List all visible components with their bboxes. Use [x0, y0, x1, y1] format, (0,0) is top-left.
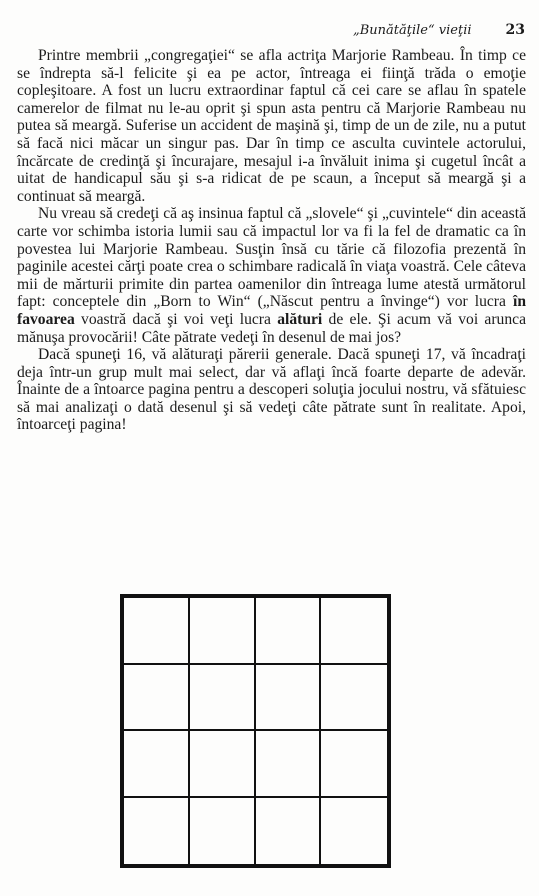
grid-cell — [321, 665, 387, 732]
grid-cell — [124, 665, 190, 732]
squares-puzzle-figure — [120, 594, 391, 868]
paragraph-marjorie-rambeau: Printre membrii „congregaţiei“ se afla actriţa Marjorie Rambeau. În timp ce se îndrepta să-l felicite şi ea pe actor, întreaga ei fiinţă trăda o emoţie copleşitoare. A fost un lucru extraordinar faptul că cei care se aflau în spatele camerelor de filmat nu le-au oprit şi spun asta pentru că Marjorie Rambeau nu putea să meargă. Suferise un accident de maşină şi, timp de un de zile, nu a putut să facă nici măcar un singur pas. Dar în timp ce asculta cuvintele actorului, încărcate de credinţă şi încurajare, mesajul i-a învăluit inima şi cugetul încât a uitat de handicapul său şi s-a ridicat de pe scaun, a început să meargă şi a continuat să meargă. — [17, 47, 526, 205]
running-title: „Bunătăţile“ vieţii — [353, 23, 472, 38]
grid-cell — [256, 665, 322, 732]
grid-cell — [190, 731, 256, 798]
paragraph-squares-answer: Dacă spuneţi 16, vă alăturaţi părerii generale. Dacă spuneţi 17, vă încadraţi deja într-un grup mult mai select, dar vă aflaţi încă foarte departe de adevăr. Înainte de a întoarce pagina pentru a descoperi soluţia jocului nostru, vă sfătuiesc să mai analizaţi o dată desenul şi să vedeţi câte pătrate sunt în realitate. Apoi, întoarceţi pagina! — [17, 346, 526, 434]
paragraph-challenge-text-3: de ele. Şi acum vă voi arunca mănuşa provocării! Câte pătrate vedeţi în desenul de mai jos? — [17, 310, 526, 346]
emphasis-alaturi: alături — [277, 310, 323, 328]
grid-cell — [190, 665, 256, 732]
page-number: 23 — [505, 22, 525, 38]
grid-cell — [124, 731, 190, 798]
grid-cell — [190, 798, 256, 865]
running-header — [250, 22, 525, 38]
grid-cell — [256, 731, 322, 798]
grid-cell — [321, 598, 387, 665]
grid-cell — [321, 798, 387, 865]
grid-cell — [124, 598, 190, 665]
grid-cell — [256, 798, 322, 865]
grid-cell — [321, 731, 387, 798]
grid-cell — [124, 798, 190, 865]
grid-cell — [256, 598, 322, 665]
emphasis-in-favoarea: în favoarea — [17, 293, 526, 328]
grid-cell — [190, 598, 256, 665]
paragraph-challenge-text-1: Nu vreau să credeţi că aş insinua faptul că „slovele“ şi „cuvintele“ din această carte vor schimba istoria lumii sau că impactul lor va fi la fel de dramatic ca în povestea lui Marjorie Rambeau. Susţin însă cu tărie că filozofia prezentă în paginile acestei cărţi poate crea o schimbare radicală în viaţa voastră. Cele câteva mii de mărturii primite din partea oamenilor din întreaga lume atestă următorul fapt: conceptele din „Born to Win“ („Născut pentru a învinge“) vor lucra — [17, 205, 526, 311]
paragraph-challenge — [17, 205, 526, 346]
paragraph-challenge-text-2: voastră dacă şi voi veţi lucra — [74, 310, 278, 328]
body-text — [17, 47, 526, 434]
